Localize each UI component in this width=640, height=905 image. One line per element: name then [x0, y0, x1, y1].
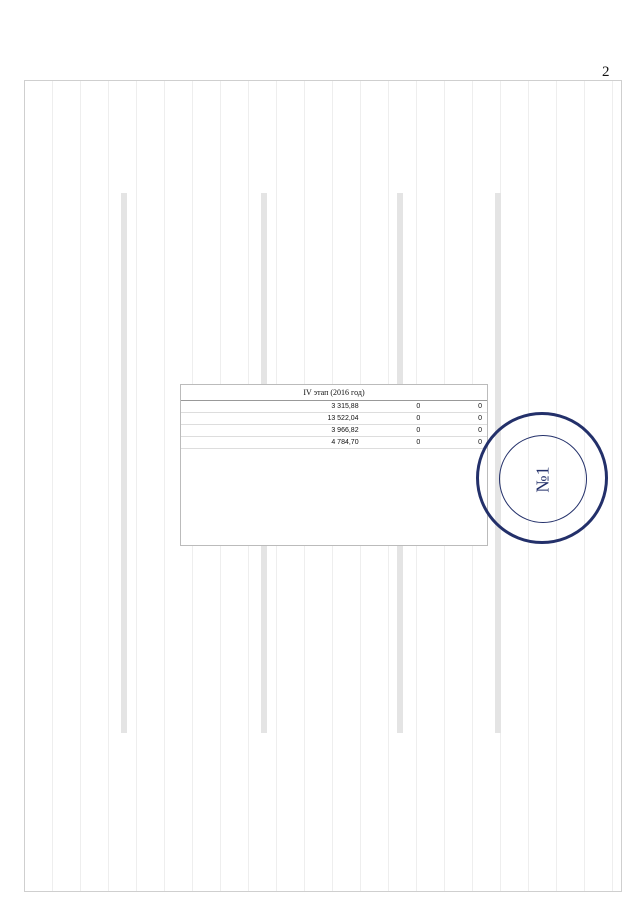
table-cell: 0 [425, 425, 487, 437]
readable-table-block [180, 384, 488, 546]
official-seal [476, 412, 608, 544]
table-body [181, 401, 487, 449]
page-number: 2 [602, 64, 610, 80]
table-cell: 0 [425, 401, 487, 413]
table-cell: 0 [425, 437, 487, 449]
table-row [181, 425, 487, 437]
seal-number: №1 [532, 466, 553, 493]
table-row [181, 413, 487, 425]
table-cell: 3 966,82 [181, 425, 364, 437]
table-row-band [121, 193, 127, 733]
table-cell: 0 [364, 401, 426, 413]
table-cell: 3 315,88 [181, 401, 364, 413]
data-table [181, 401, 487, 449]
block-title: IV этап (2016 год) [181, 385, 487, 401]
table-row [181, 401, 487, 413]
table-cell: 0 [425, 413, 487, 425]
table-cell: 0 [364, 425, 426, 437]
table-cell: 4 784,70 [181, 437, 364, 449]
table-row [181, 437, 487, 449]
table-cell: 13 522,04 [181, 413, 364, 425]
table-cell: 0 [364, 437, 426, 449]
table-cell: 0 [364, 413, 426, 425]
